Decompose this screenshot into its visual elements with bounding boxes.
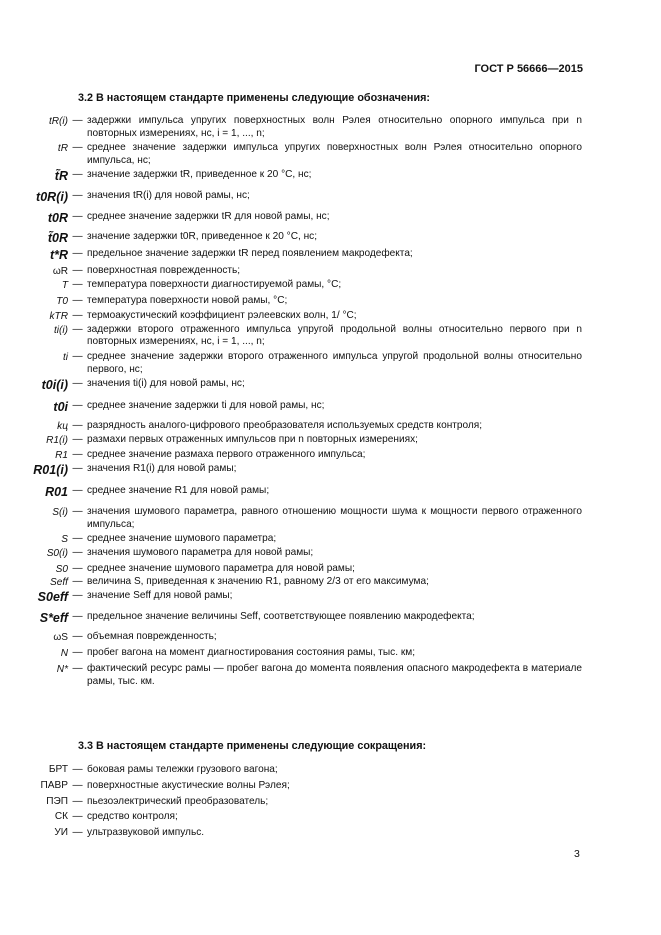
- symbol-description: задержки импульса упругих поверхностных волн Рэлея относительно опорного импульса при n повторных измерениях, нс, i = 1, ..., n;: [87, 115, 582, 139]
- symbol-description: значения ti(i) для новой рамы, нс;: [87, 378, 245, 390]
- symbol-description: разрядность аналого-цифрового преобразователя используемых средств контроля;: [87, 420, 483, 432]
- dash-separator: —: [72, 142, 83, 154]
- abbreviation-description: поверхностные акустические волны Рэлея;: [87, 779, 290, 791]
- symbol-row: [0, 211, 661, 225]
- symbol-row: [0, 485, 661, 499]
- symbol: S0(i): [46, 548, 68, 560]
- symbol-description: предельное значение задержки tR перед появлением макродефекта;: [87, 247, 413, 259]
- symbol-description: значения tR(i) для новой рамы, нс;: [87, 189, 250, 201]
- symbol-row: [0, 310, 661, 324]
- symbol-description: фактический ресурс рамы — пробег вагона до момента появления опасного макродефекта в материале рамы, тыс. км.: [87, 663, 582, 687]
- symbol-row: [0, 351, 661, 376]
- symbol-description: величина S, приведенная к значению R1, равному 2/3 от его максимума;: [87, 576, 429, 588]
- symbol-description: предельное значение величины Seff, соответствующее появлению макродефекта;: [87, 611, 475, 623]
- abbreviation-row: [0, 825, 661, 841]
- symbol: S(i): [52, 507, 68, 519]
- symbol: N: [60, 647, 68, 659]
- symbol: T: [61, 279, 68, 291]
- symbol-row: [0, 590, 661, 604]
- symbol-description: среднее значение шумового параметра;: [87, 533, 277, 545]
- dash-separator: —: [72, 420, 83, 432]
- symbol: R1: [55, 450, 68, 462]
- dash-separator: —: [72, 399, 83, 411]
- symbol-row: [0, 506, 661, 531]
- symbol: kTR: [49, 311, 68, 323]
- dash-separator: —: [72, 506, 83, 518]
- symbol-description: среднее значение задержки ti для новой рамы, нс;: [87, 399, 325, 411]
- dash-separator: —: [72, 811, 83, 823]
- symbol-row: [0, 663, 661, 688]
- symbol-description: размахи первых отраженных импульсов при n повторных измерениях;: [87, 433, 418, 445]
- abbreviation: УИ: [54, 827, 68, 839]
- symbol-description: среднее значение шумового параметра для новой рамы;: [87, 562, 355, 574]
- symbol-row: [0, 547, 661, 561]
- symbol-description: среднее значение размаха первого отраженного импульса;: [87, 449, 366, 461]
- section-3-2-title: 3.2 В настоящем стандарте применены следующие обозначения:: [78, 92, 430, 104]
- dash-separator: —: [72, 278, 83, 290]
- symbol-row: [0, 647, 661, 661]
- dash-separator: —: [72, 169, 83, 181]
- symbol-row: [0, 115, 661, 140]
- symbol-description: значение задержки tR, приведенное к 20 °C, нс;: [87, 169, 312, 181]
- abbreviation: СК: [54, 811, 68, 823]
- symbol-description: температура поверхности новой рамы, °C;: [87, 294, 288, 306]
- dash-separator: —: [72, 589, 83, 601]
- document-header: ГОСТ Р 56666—2015: [474, 63, 583, 75]
- dash-separator: —: [72, 779, 83, 791]
- dash-separator: —: [72, 265, 83, 277]
- symbol-description: значения R1(i) для новой рамы;: [87, 463, 237, 475]
- symbol-row: [0, 631, 661, 645]
- symbol: ωR: [52, 266, 68, 278]
- symbol-row: [0, 142, 661, 167]
- symbol: t0R(i): [36, 189, 68, 204]
- dash-separator: —: [72, 795, 83, 807]
- symbol-row: [0, 420, 661, 434]
- section-3-3-title: 3.3 В настоящем стандарте применены следующие сокращения:: [78, 740, 427, 752]
- dash-separator: —: [72, 764, 83, 775]
- abbreviations-list: [0, 762, 661, 841]
- symbol: ωS: [53, 632, 68, 643]
- symbol-row: [0, 611, 661, 625]
- symbol-row: [0, 190, 661, 204]
- symbol-row: [0, 324, 661, 349]
- dash-separator: —: [72, 449, 83, 461]
- abbreviation-row: [0, 809, 661, 825]
- symbol-description: значение Seff для новой рамы;: [87, 589, 233, 601]
- page-number: 3: [574, 848, 580, 860]
- symbol: ti(i): [53, 324, 68, 336]
- symbol-row: [0, 463, 661, 477]
- dash-separator: —: [72, 310, 83, 322]
- abbreviation: ПАВР: [40, 779, 68, 791]
- dash-separator: —: [72, 323, 83, 335]
- dash-separator: —: [72, 210, 83, 222]
- symbol-description: объемная поврежденность;: [87, 631, 217, 642]
- symbol-description: поверхностная поврежденность;: [87, 265, 241, 277]
- symbol: t0i: [53, 399, 68, 414]
- symbol: S*eff: [39, 611, 68, 626]
- dash-separator: —: [72, 547, 83, 559]
- abbreviation-description: пьезоэлектрический преобразователь;: [87, 795, 269, 807]
- symbol-row: [0, 295, 661, 309]
- symbol-description: температура поверхности диагностируемой рамы, °C;: [87, 278, 342, 290]
- symbol-description: пробег вагона на момент диагностирования состояния рамы, тыс. км;: [87, 646, 415, 658]
- dash-separator: —: [72, 631, 83, 642]
- abbreviation-description: боковая рамы тележки грузового вагона;: [87, 764, 278, 775]
- symbol-description: среднее значение R1 для новой рамы;: [87, 484, 270, 496]
- abbreviation: ПЭП: [46, 795, 68, 807]
- symbol-description: значение задержки t0R, приведенное к 20 °C, нс;: [87, 231, 318, 243]
- symbol-row: [0, 169, 661, 183]
- symbol-row: [0, 231, 661, 245]
- symbol: t̃R: [54, 169, 68, 184]
- symbol: Seff: [50, 577, 68, 589]
- symbol-description: среднее значение задержки второго отраженного импульса упругой продольной волны относительно первого, нс;: [87, 350, 582, 375]
- dash-separator: —: [72, 189, 83, 201]
- symbol: tR(i): [48, 116, 68, 127]
- dash-separator: —: [72, 350, 83, 362]
- symbol-description: термоакустический коэффициент рэлеевских волн, 1/ °C;: [87, 310, 357, 322]
- dash-separator: —: [72, 294, 83, 306]
- dash-separator: —: [72, 663, 83, 675]
- dash-separator: —: [72, 231, 83, 243]
- dash-separator: —: [72, 562, 83, 574]
- symbol-row: [0, 449, 661, 463]
- symbol: t*R: [49, 247, 68, 262]
- symbol-description: значения шумового параметра, равного отношению мощности шума к мощности первого отраженного импульса;: [87, 506, 582, 530]
- symbol: T0: [56, 295, 68, 307]
- symbol: t0R: [47, 210, 68, 225]
- symbol: ti: [62, 351, 68, 363]
- dash-separator: —: [72, 247, 83, 259]
- symbols-list: [0, 115, 661, 688]
- symbol: t̃0R: [47, 231, 68, 246]
- abbreviation-row: [0, 794, 661, 810]
- symbol: N*: [56, 664, 68, 676]
- symbol: R1(i): [46, 434, 68, 446]
- symbol-description: среднее значение задержки tR для новой рамы, нс;: [87, 210, 330, 222]
- dash-separator: —: [72, 646, 83, 658]
- symbol-row: [0, 248, 661, 262]
- symbol-row: [0, 378, 661, 392]
- symbol: kц: [57, 421, 68, 433]
- symbol: S0eff: [37, 589, 68, 604]
- symbol: t0i(i): [41, 378, 68, 393]
- symbol-row: [0, 576, 661, 590]
- symbol-row: [0, 400, 661, 414]
- symbol: S: [61, 534, 68, 546]
- symbol: R01(i): [33, 463, 68, 478]
- symbol: R01: [45, 484, 68, 499]
- dash-separator: —: [72, 484, 83, 496]
- dash-separator: —: [72, 827, 83, 839]
- dash-separator: —: [72, 611, 83, 623]
- symbol-row: [0, 533, 661, 547]
- symbol-row: [0, 265, 661, 279]
- dash-separator: —: [72, 463, 83, 475]
- dash-separator: —: [72, 533, 83, 545]
- dash-separator: —: [72, 115, 83, 126]
- abbreviation-description: ультразвуковой импульс.: [87, 827, 205, 839]
- abbreviation-row: [0, 778, 661, 794]
- symbol: S0: [55, 563, 68, 575]
- abbreviation-row: [0, 762, 661, 778]
- symbol-description: значения шумового параметра для новой рамы;: [87, 547, 314, 559]
- dash-separator: —: [72, 378, 83, 390]
- abbreviation-description: средство контроля;: [87, 811, 178, 823]
- symbol-description: среднее значение задержки импульса упругих поверхностных волн Рэлея относительно опорного импульса, нс;: [87, 142, 582, 166]
- dash-separator: —: [72, 433, 83, 445]
- dash-separator: —: [72, 576, 83, 588]
- symbol-description: задержки второго отраженного импульса упругой продольной волны относительно первого при n повторных измерениях, нс, i = 1, ..., n;: [87, 323, 582, 348]
- symbol: tR: [57, 143, 68, 155]
- symbol-row: [0, 279, 661, 293]
- symbol-row: [0, 434, 661, 448]
- abbreviation: БРТ: [48, 764, 68, 775]
- symbol-row: [0, 563, 661, 577]
